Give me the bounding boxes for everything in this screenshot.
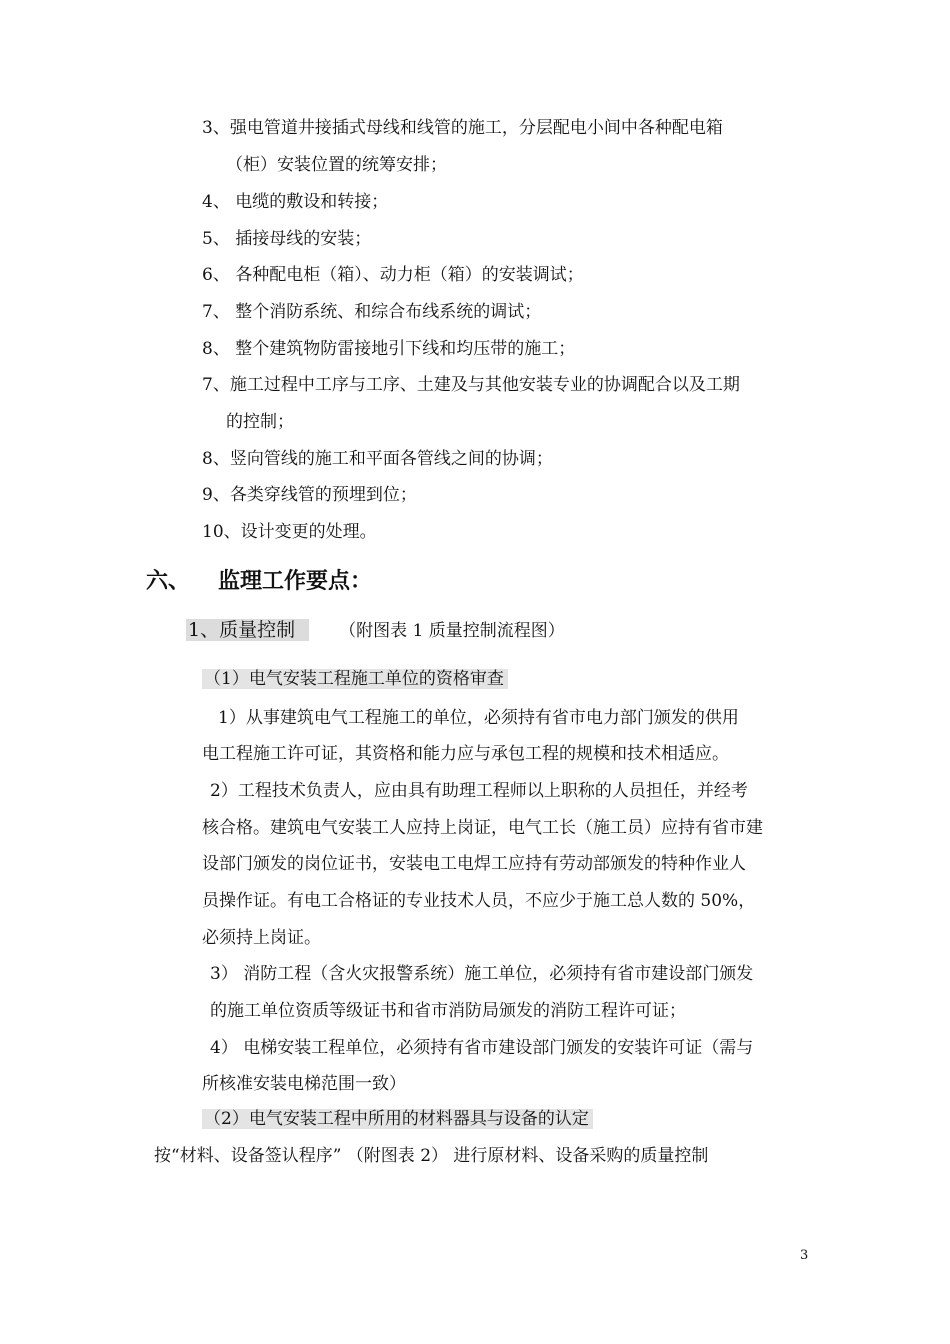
paragraph-line: 按“材料、设备签认程序” （附图表 2） 进行原材料、设备采购的质量控制 [154, 1146, 709, 1166]
list-item: 7、施工过程中工序与工序、土建及与其他安装专业的协调配合以及工期 [202, 375, 740, 395]
paragraph-line: 2）工程技术负责人，应由具有助理工程师以上职称的人员担任，并经考 [210, 781, 748, 801]
list-item: 7、 整个消防系统、和综合布线系统的调试； [202, 302, 542, 322]
list-item: 的控制； [226, 412, 294, 432]
paragraph-line: 设部门颁发的岗位证书，安装电工电焊工应持有劳动部颁发的特种作业人 [202, 854, 746, 874]
list-item: 9、各类穿线管的预埋到位； [202, 485, 417, 505]
paragraph-line: 4） 电梯安装工程单位，必须持有省市建设部门颁发的安装许可证（需与 [210, 1038, 754, 1058]
list-item: 6、 各种配电柜（箱）、动力柜（箱）的安装调试； [202, 265, 584, 285]
subsection-title: 1、质量控制 [186, 619, 309, 641]
item-heading [202, 667, 508, 691]
list-item: 5、 插接母线的安装； [202, 229, 372, 249]
list-item: 8、 整个建筑物防雷接地引下线和均压带的施工； [202, 339, 576, 359]
paragraph-line: 3） 消防工程（含火灾报警系统）施工单位，必须持有省市建设部门颁发 [210, 964, 754, 984]
paragraph-line: 电工程施工许可证，其资格和能力应与承包工程的规模和技术相适应。 [202, 744, 729, 764]
list-item: 10、设计变更的处理。 [202, 522, 377, 542]
section-title: 监理工作要点： [218, 568, 373, 594]
list-item: 8、竖向管线的施工和平面各管线之间的协调； [202, 449, 553, 469]
paragraph-line: 员操作证。有电工合格证的专业技术人员，不应少于施工总人数的 50%， [202, 891, 756, 911]
section-number: 六、 [146, 568, 191, 594]
list-item: 3、强电管道井接插式母线和线管的施工，分层配电小间中各种配电箱 [202, 118, 723, 138]
subsection-heading [186, 617, 565, 644]
item-heading [202, 1107, 593, 1131]
item2-heading: （2）电气安装工程中所用的材料器具与设备的认定 [202, 1109, 593, 1129]
list-item: （柜）安装位置的统筹安排； [226, 155, 447, 175]
paragraph-line: 必须持上岗证。 [202, 928, 321, 948]
paragraph-line: 所核准安装电梯范围一致） [202, 1074, 406, 1094]
subsection-note: （附图表 1 质量控制流程图） [339, 621, 565, 641]
section-heading [146, 566, 372, 596]
paragraph-line: 的施工单位资质等级证书和省市消防局颁发的消防工程许可证； [210, 1001, 686, 1021]
paragraph-line: 1）从事建筑电气工程施工的单位，必须持有省市电力部门颁发的供用 [218, 708, 739, 728]
item1-heading: （1）电气安装工程施工单位的资格审查 [202, 669, 508, 689]
page-number: 3 [800, 1248, 809, 1263]
list-item: 4、 电缆的敷设和转接； [202, 192, 389, 212]
paragraph-line: 核合格。建筑电气安装工人应持上岗证，电气工长（施工员）应持有省市建 [202, 818, 763, 838]
